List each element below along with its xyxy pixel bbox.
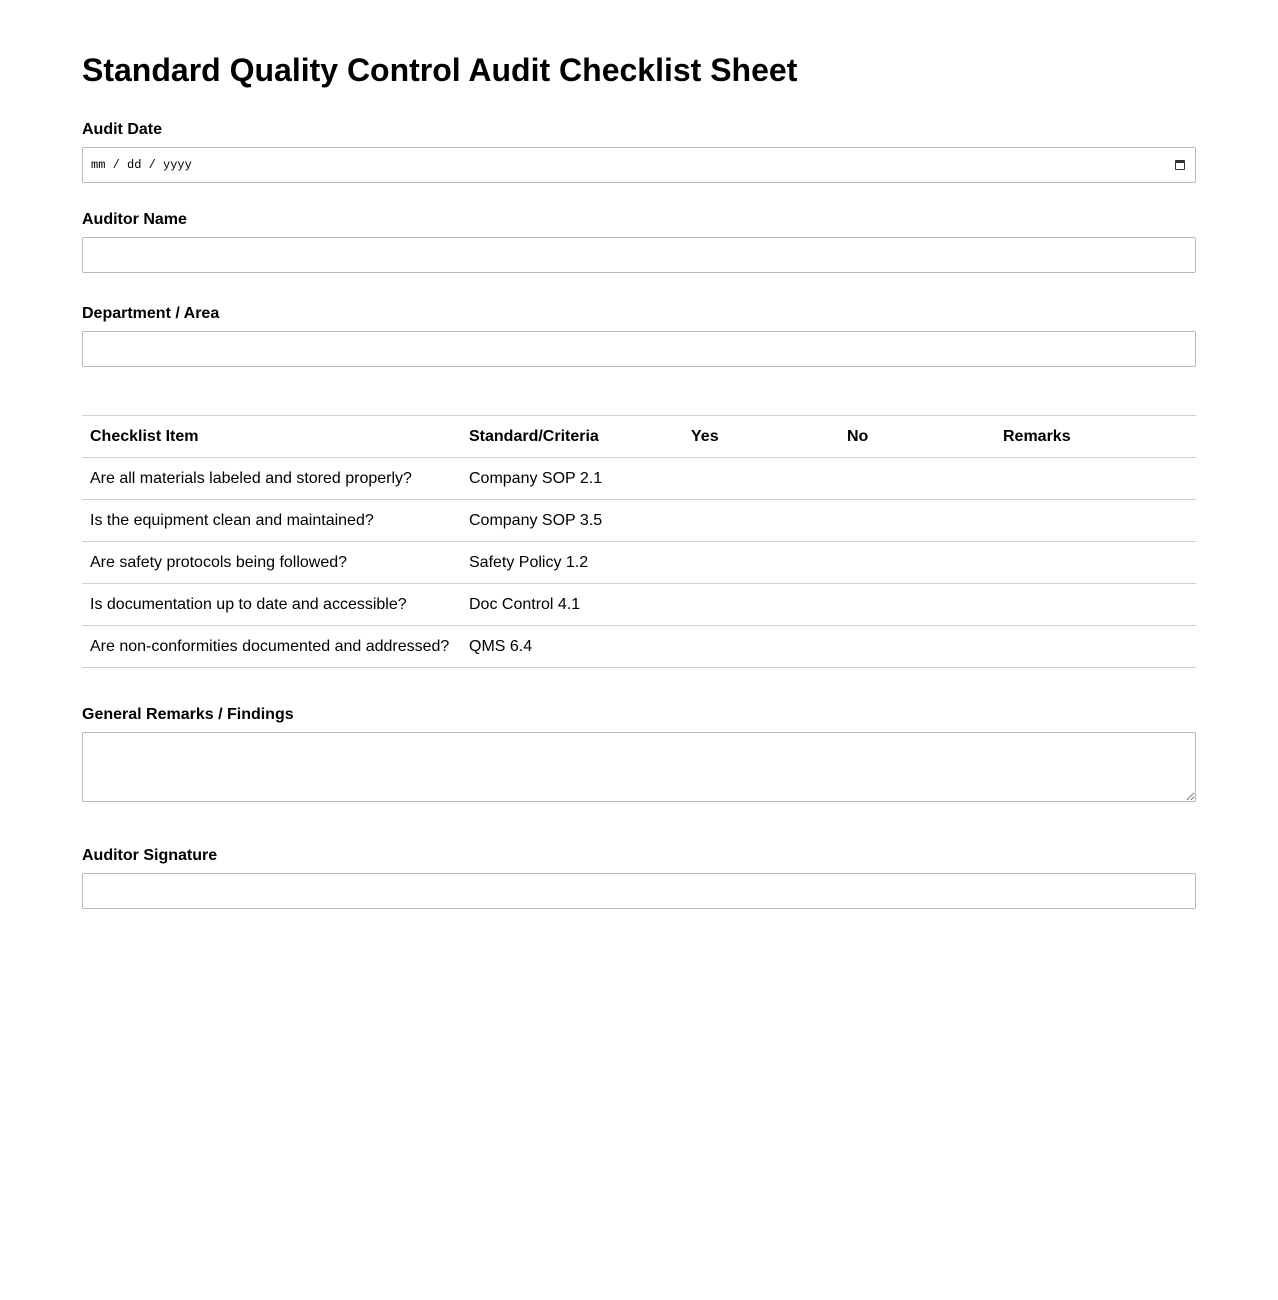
remarks-cell[interactable]	[995, 458, 1196, 500]
checklist-table	[82, 415, 1196, 668]
table-row	[82, 584, 1196, 626]
general-remarks-textarea[interactable]	[82, 732, 1196, 802]
standard-cell: Safety Policy 1.2	[461, 542, 683, 584]
header-checklist-item: Checklist Item	[82, 416, 461, 458]
table-row	[82, 542, 1196, 584]
checklist-item-cell: Are safety protocols being followed?	[82, 542, 461, 584]
table-row	[82, 626, 1196, 668]
general-remarks-label: General Remarks / Findings	[82, 706, 294, 723]
standard-cell: QMS 6.4	[461, 626, 683, 668]
checklist-item-cell: Is the equipment clean and maintained?	[82, 500, 461, 542]
table-header-row	[82, 416, 1196, 458]
page-title: Standard Quality Control Audit Checklist Sheet	[82, 52, 798, 88]
remarks-cell[interactable]	[995, 626, 1196, 668]
yes-cell[interactable]	[683, 500, 839, 542]
remarks-cell[interactable]	[995, 500, 1196, 542]
checklist-item-cell: Is documentation up to date and accessible?	[82, 584, 461, 626]
yes-cell[interactable]	[683, 626, 839, 668]
header-no: No	[839, 416, 995, 458]
standard-cell: Company SOP 3.5	[461, 500, 683, 542]
auditor-signature-label: Auditor Signature	[82, 847, 218, 864]
department-label: Department / Area	[82, 305, 220, 322]
no-cell[interactable]	[839, 458, 995, 500]
checklist-item-cell: Are all materials labeled and stored properly?	[82, 458, 461, 500]
header-standard-criteria: Standard/Criteria	[461, 416, 683, 458]
yes-cell[interactable]	[683, 458, 839, 500]
yes-cell[interactable]	[683, 584, 839, 626]
table-row	[82, 458, 1196, 500]
audit-date-placeholder: mm / dd / yyyy	[91, 158, 192, 172]
audit-date-input[interactable]	[82, 147, 1196, 183]
audit-date-label: Audit Date	[82, 121, 162, 138]
remarks-cell[interactable]	[995, 584, 1196, 626]
checklist-item-cell: Are non-conformities documented and addressed?	[82, 626, 461, 668]
table-row	[82, 500, 1196, 542]
yes-cell[interactable]	[683, 542, 839, 584]
standard-cell: Doc Control 4.1	[461, 584, 683, 626]
no-cell[interactable]	[839, 500, 995, 542]
auditor-name-label: Auditor Name	[82, 211, 187, 228]
department-input[interactable]	[82, 331, 1196, 367]
header-yes: Yes	[683, 416, 839, 458]
auditor-signature-input[interactable]	[82, 873, 1196, 909]
remarks-cell[interactable]	[995, 542, 1196, 584]
header-remarks: Remarks	[995, 416, 1196, 458]
auditor-name-input[interactable]	[82, 237, 1196, 273]
calendar-icon[interactable]	[1175, 160, 1185, 170]
no-cell[interactable]	[839, 542, 995, 584]
no-cell[interactable]	[839, 626, 995, 668]
no-cell[interactable]	[839, 584, 995, 626]
standard-cell: Company SOP 2.1	[461, 458, 683, 500]
